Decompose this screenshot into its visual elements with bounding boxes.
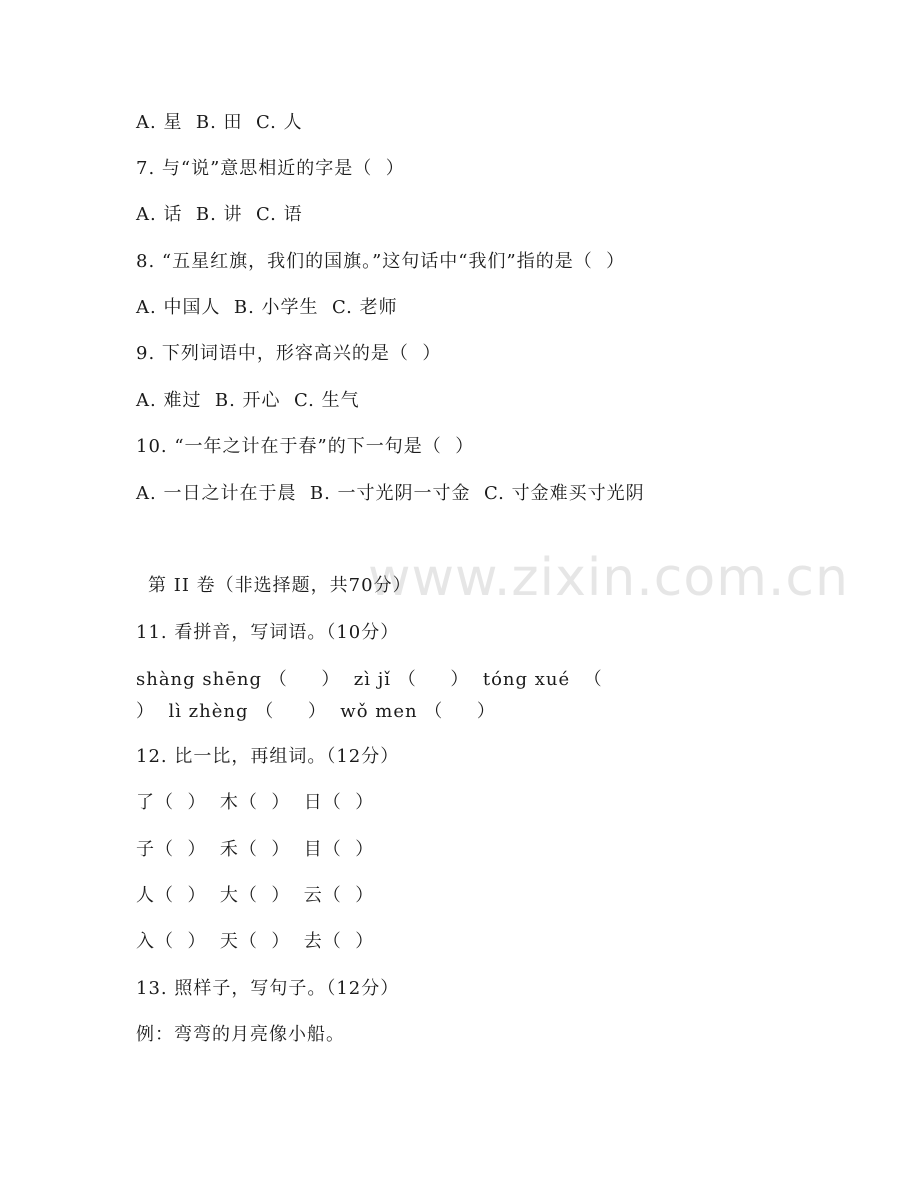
q6-options: A. 星 B. 田 C. 人 bbox=[136, 112, 303, 133]
q12-row-4: 入（ ） 天（ ） 去（ ） bbox=[136, 931, 375, 952]
q12-row-2: 子（ ） 禾（ ） 目（ ） bbox=[136, 839, 375, 860]
q7-question: 7. 与“说”意思相近的字是（ ） bbox=[136, 158, 405, 179]
section-title: 第 II 卷（非选择题，共70分） bbox=[148, 575, 412, 596]
q13-question: 13. 照样子，写句子。（12分） bbox=[136, 978, 400, 999]
q12-row-1: 了（ ） 木（ ） 日（ ） bbox=[136, 792, 375, 813]
q11-pinyin-line-1: shàng shēng （ ） zì jǐ （ ） tóng xué （ bbox=[136, 669, 603, 690]
q9-question: 9. 下列词语中，形容高兴的是（ ） bbox=[136, 343, 442, 364]
q8-question: 8. “五星红旗，我们的国旗。”这句话中“我们”指的是（ ） bbox=[136, 251, 626, 272]
q10-question: 10. “一年之计在于春”的下一句是（ ） bbox=[136, 436, 475, 457]
q8-options: A. 中国人 B. 小学生 C. 老师 bbox=[136, 297, 398, 318]
q13-example: 例：弯弯的月亮像小船。 bbox=[136, 1024, 345, 1045]
q11-pinyin-line-2: ） lì zhèng （ ） wǒ men （ ） bbox=[136, 701, 496, 722]
q12-row-3: 人（ ） 大（ ） 云（ ） bbox=[136, 885, 375, 906]
q9-options: A. 难过 B. 开心 C. 生气 bbox=[136, 390, 360, 411]
q12-question: 12. 比一比，再组词。（12分） bbox=[136, 746, 400, 767]
q10-options: A. 一日之计在于晨 B. 一寸光阴一寸金 C. 寸金难买寸光阴 bbox=[136, 483, 645, 504]
q11-question: 11. 看拼音，写词语。（10分） bbox=[136, 622, 400, 643]
watermark: www.zixin.com.cn bbox=[368, 548, 849, 608]
q7-options: A. 话 B. 讲 C. 语 bbox=[136, 204, 303, 225]
